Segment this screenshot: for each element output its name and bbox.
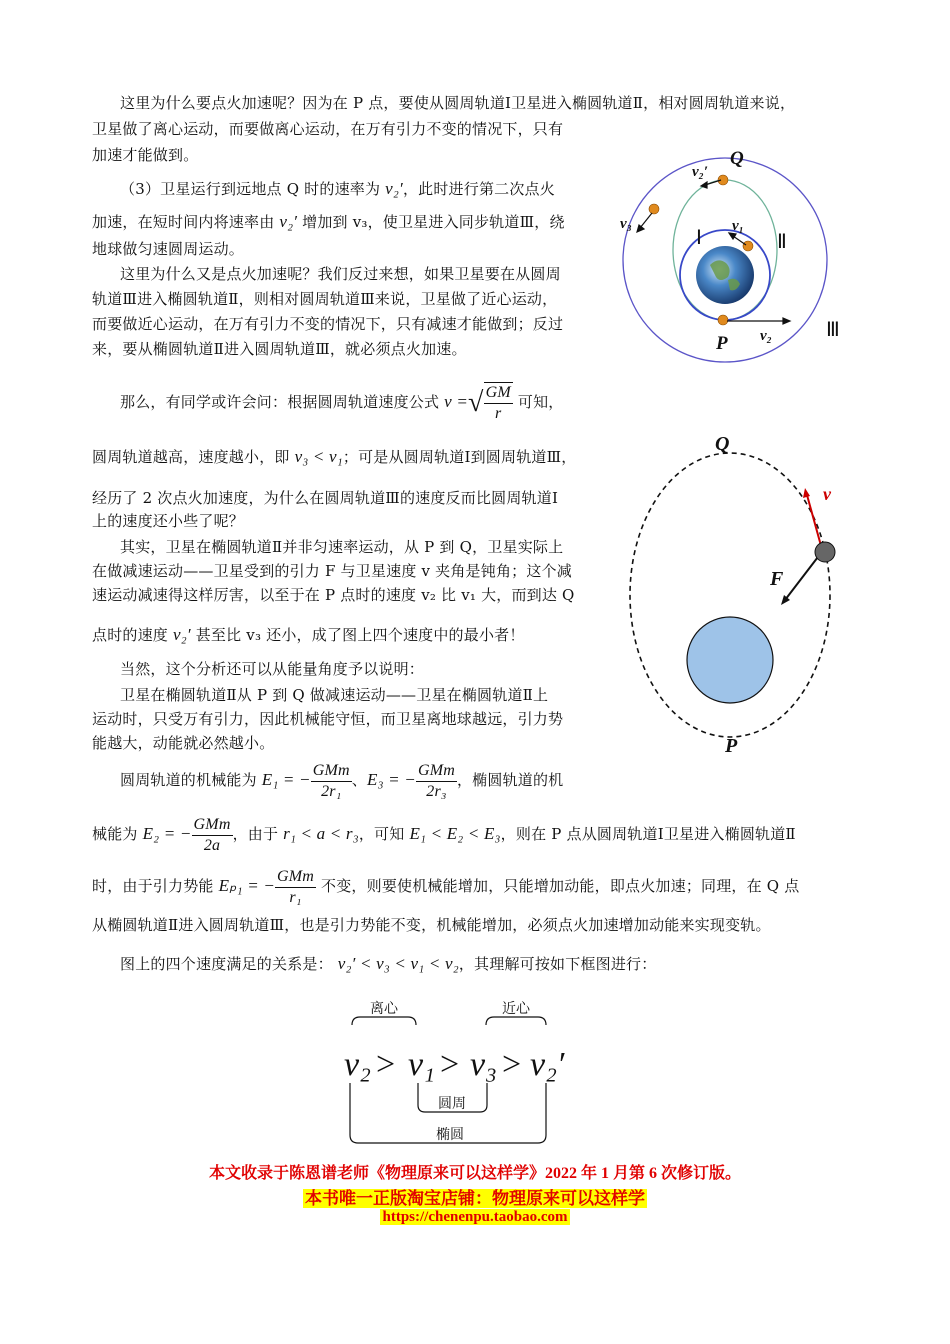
math-inline: E₃ = − [366,770,416,789]
label-p: P [716,333,728,354]
paragraph-line: 当然，这个分析还可以从能量角度予以说明： [120,660,425,678]
math-inline: E₁ = − [261,770,311,789]
paragraph-line: 圆周轨道的机械能为 E₁ = − $\frac{\text{GMm}}{\text{2r₁}}$ 、E₃ = − $\frac{\text{GMm}}{\text{2r₃}}$ ，椭圆轨道的机 [120,761,564,800]
paragraph-line: 时，由于引力势能 Eₚ₁ = − $\frac{\text{GMm}}{\text{r₁}}$ 不变，则要使机械能增加，只能增加动能，即点火加速；同理，在 Q 点 [92,867,800,906]
paragraph-line: 速运动减速得这样厉害，以至于在 P 点时的速度 v₂ 比 v₁ 大，而到达 Q [92,586,575,604]
sqrt-sign: √ [468,387,484,418]
math-inline: v = [444,392,469,411]
label-centrifugal: 离心 [370,1002,398,1017]
paragraph-line: 那么，有同学或许会问：根据圆周轨道速度公式 v =√ $\frac{GM}{r}$ 可知， [120,384,564,422]
chain-gt1: > [376,1046,396,1083]
paragraph-line: 轨道Ⅲ进入椭圆轨道Ⅱ，则相对圆周轨道Ⅲ来说，卫星做了近心运动， [92,290,558,308]
label-q2: Q [715,433,730,455]
orbit-diagram [600,140,870,385]
paragraph-line: 加速才能做到。 [92,146,199,164]
ellipse-force-diagram [615,425,850,765]
paragraph-line: 圆周轨道越高，速度越小，即 v₃ < v₁；可是从圆周轨道Ⅰ到圆周轨道Ⅲ， [92,447,577,466]
paragraph-line: 卫星做了离心运动，而要做离心运动，在万有引力不变的情况下，只有 [92,120,564,138]
math-fraction: $\frac{GM}{r}$ [485,384,511,422]
paragraph-line: （3）卫星运行到远地点 Q 时的速率为 v₂′，此时进行第二次点火 [120,179,555,198]
math-fraction: $\frac{\text{GMm}}{\text{2r₃}}$ [417,761,455,800]
label-orbit-iii: Ⅲ [826,319,840,341]
paragraph-line: 图上的四个速度满足的关系是： v₂′ < v₃ < v₁ < v₂，其理解可按如下框图进行： [120,954,657,973]
satellite-iii [649,204,659,214]
math-inline: v₂′ < v₃ < v₁ < v₂ [337,954,459,973]
math-fraction: $\frac{\text{GMm}}{\text{r₁}}$ [277,867,315,906]
paragraph-line: 来，要从椭圆轨道Ⅱ进入圆周轨道Ⅲ，就必须点火加速。 [92,340,467,358]
label-v2: v₂ [760,328,772,344]
paragraph-line: 运动时，只受万有引力，因此机械能守恒，而卫星离地球越远，引力势 [92,710,564,728]
label-v3: v₃ [620,216,632,232]
math-inline: Eₚ₁ = − [218,876,275,895]
satellite [815,542,835,562]
paragraph-line: 加速，在短时间内将速率由 v₂′ 增加到 v₃，使卫星进入同步轨道Ⅲ，绕 [92,212,565,231]
chain-v2: v₂ [344,1046,371,1083]
math-inline: v₂′ [279,212,298,231]
chain-v1: v₁ [408,1046,435,1083]
label-f: F [770,568,784,590]
label-p2: P [725,735,738,757]
math-inline: v₂′ [172,625,191,644]
label-q: Q [730,148,744,169]
label-v1: v₁ [732,218,744,234]
satellite-p [718,315,728,325]
chain-v2prime: v₂′ [530,1046,565,1083]
paragraph-line: 这里为什么要点火加速呢？因为在 P 点，要使从圆周轨道Ⅰ卫星进入椭圆轨道Ⅱ，相对圆周轨道来说， [120,94,796,112]
paragraph-line: 地球做匀速圆周运动。 [92,240,245,258]
footer-source: 本文收录于陈恩谱老师《物理原来可以这样学》2022 年 1 月第 6 次修订版。 [208,1165,741,1182]
paragraph-line: 上的速度还小些了呢？ [92,512,245,530]
paragraph-line: 从椭圆轨道Ⅱ进入圆周轨道Ⅲ，也是引力势能不变，机械能增加，必须点火加速增加动能来实现变轨。 [92,916,771,934]
math-inline: v₂′ [385,179,403,198]
label-centripetal: 近心 [502,1002,530,1017]
paragraph-line: 能越大，动能就必然越小。 [92,734,275,752]
paragraph-line: 械能为 E₂ = − $\frac{\text{GMm}}{2a}$ ，由于 r₁ < a < r₃，可知 E₁ < E₂ < E₃，则在 P 点从圆周轨道Ⅰ卫星进入椭圆轨道Ⅱ [92,815,796,854]
paragraph-line: 卫星在椭圆轨道Ⅱ从 P 到 Q 做减速运动——卫星在椭圆轨道Ⅱ上 [120,686,549,704]
paragraph-line: 点时的速度 v₂′ 甚至比 v₃ 还小，成了图上四个速度中的最小者！ [92,625,525,644]
math-inline: r₁ < a < r₃ [283,824,359,843]
force-arrow [785,553,821,600]
label-orbit-ii: Ⅱ [777,231,787,253]
chain-gt2: > [440,1046,460,1083]
chain-gt3: > [502,1046,522,1083]
paragraph-line: 而要做近心运动，在万有引力不变的情况下，只有减速才能做到；反过 [92,315,564,333]
paragraph-line: 经历了 2 次点火加速度，为什么在圆周轨道Ⅲ的速度反而比圆周轨道Ⅰ [92,489,559,507]
planet [687,617,773,703]
footer-url[interactable]: https://chenenpu.taobao.com [382,1209,568,1225]
speed-box-diagram [330,995,570,1155]
math-inline: v₃ < v₁ [294,447,343,466]
footer-shop: 本书唯一正版淘宝店铺：物理原来可以这样学 [305,1189,645,1208]
chain-v3: v₃ [470,1046,497,1083]
paragraph-line: 其实，卫星在椭圆轨道Ⅱ并非匀速率运动，从 P 到 Q，卫星实际上 [120,538,564,556]
math-inline: E₂ = − [142,824,192,843]
math-fraction: $\frac{\text{GMm}}{\text{2r₁}}$ [312,761,350,800]
label-circular: 圆周 [438,1097,466,1112]
label-orbit-i: Ⅰ [696,227,702,249]
math-fraction: $\frac{\text{GMm}}{2a}$ [193,815,231,854]
paragraph-line: 这里为什么又是点火加速呢？我们反过来想，如果卫星要在从圆周 [120,265,561,283]
label-v2prime: v₂′ [692,164,709,180]
math-inline: E₁ < E₂ < E₃ [409,824,501,843]
satellite-i [743,241,753,251]
paragraph-line: 在做减速运动——卫星受到的引力 F 与卫星速度 v 夹角是钝角；这个减 [92,562,572,580]
label-elliptic: 椭圆 [436,1128,464,1143]
label-v: v [823,484,831,504]
